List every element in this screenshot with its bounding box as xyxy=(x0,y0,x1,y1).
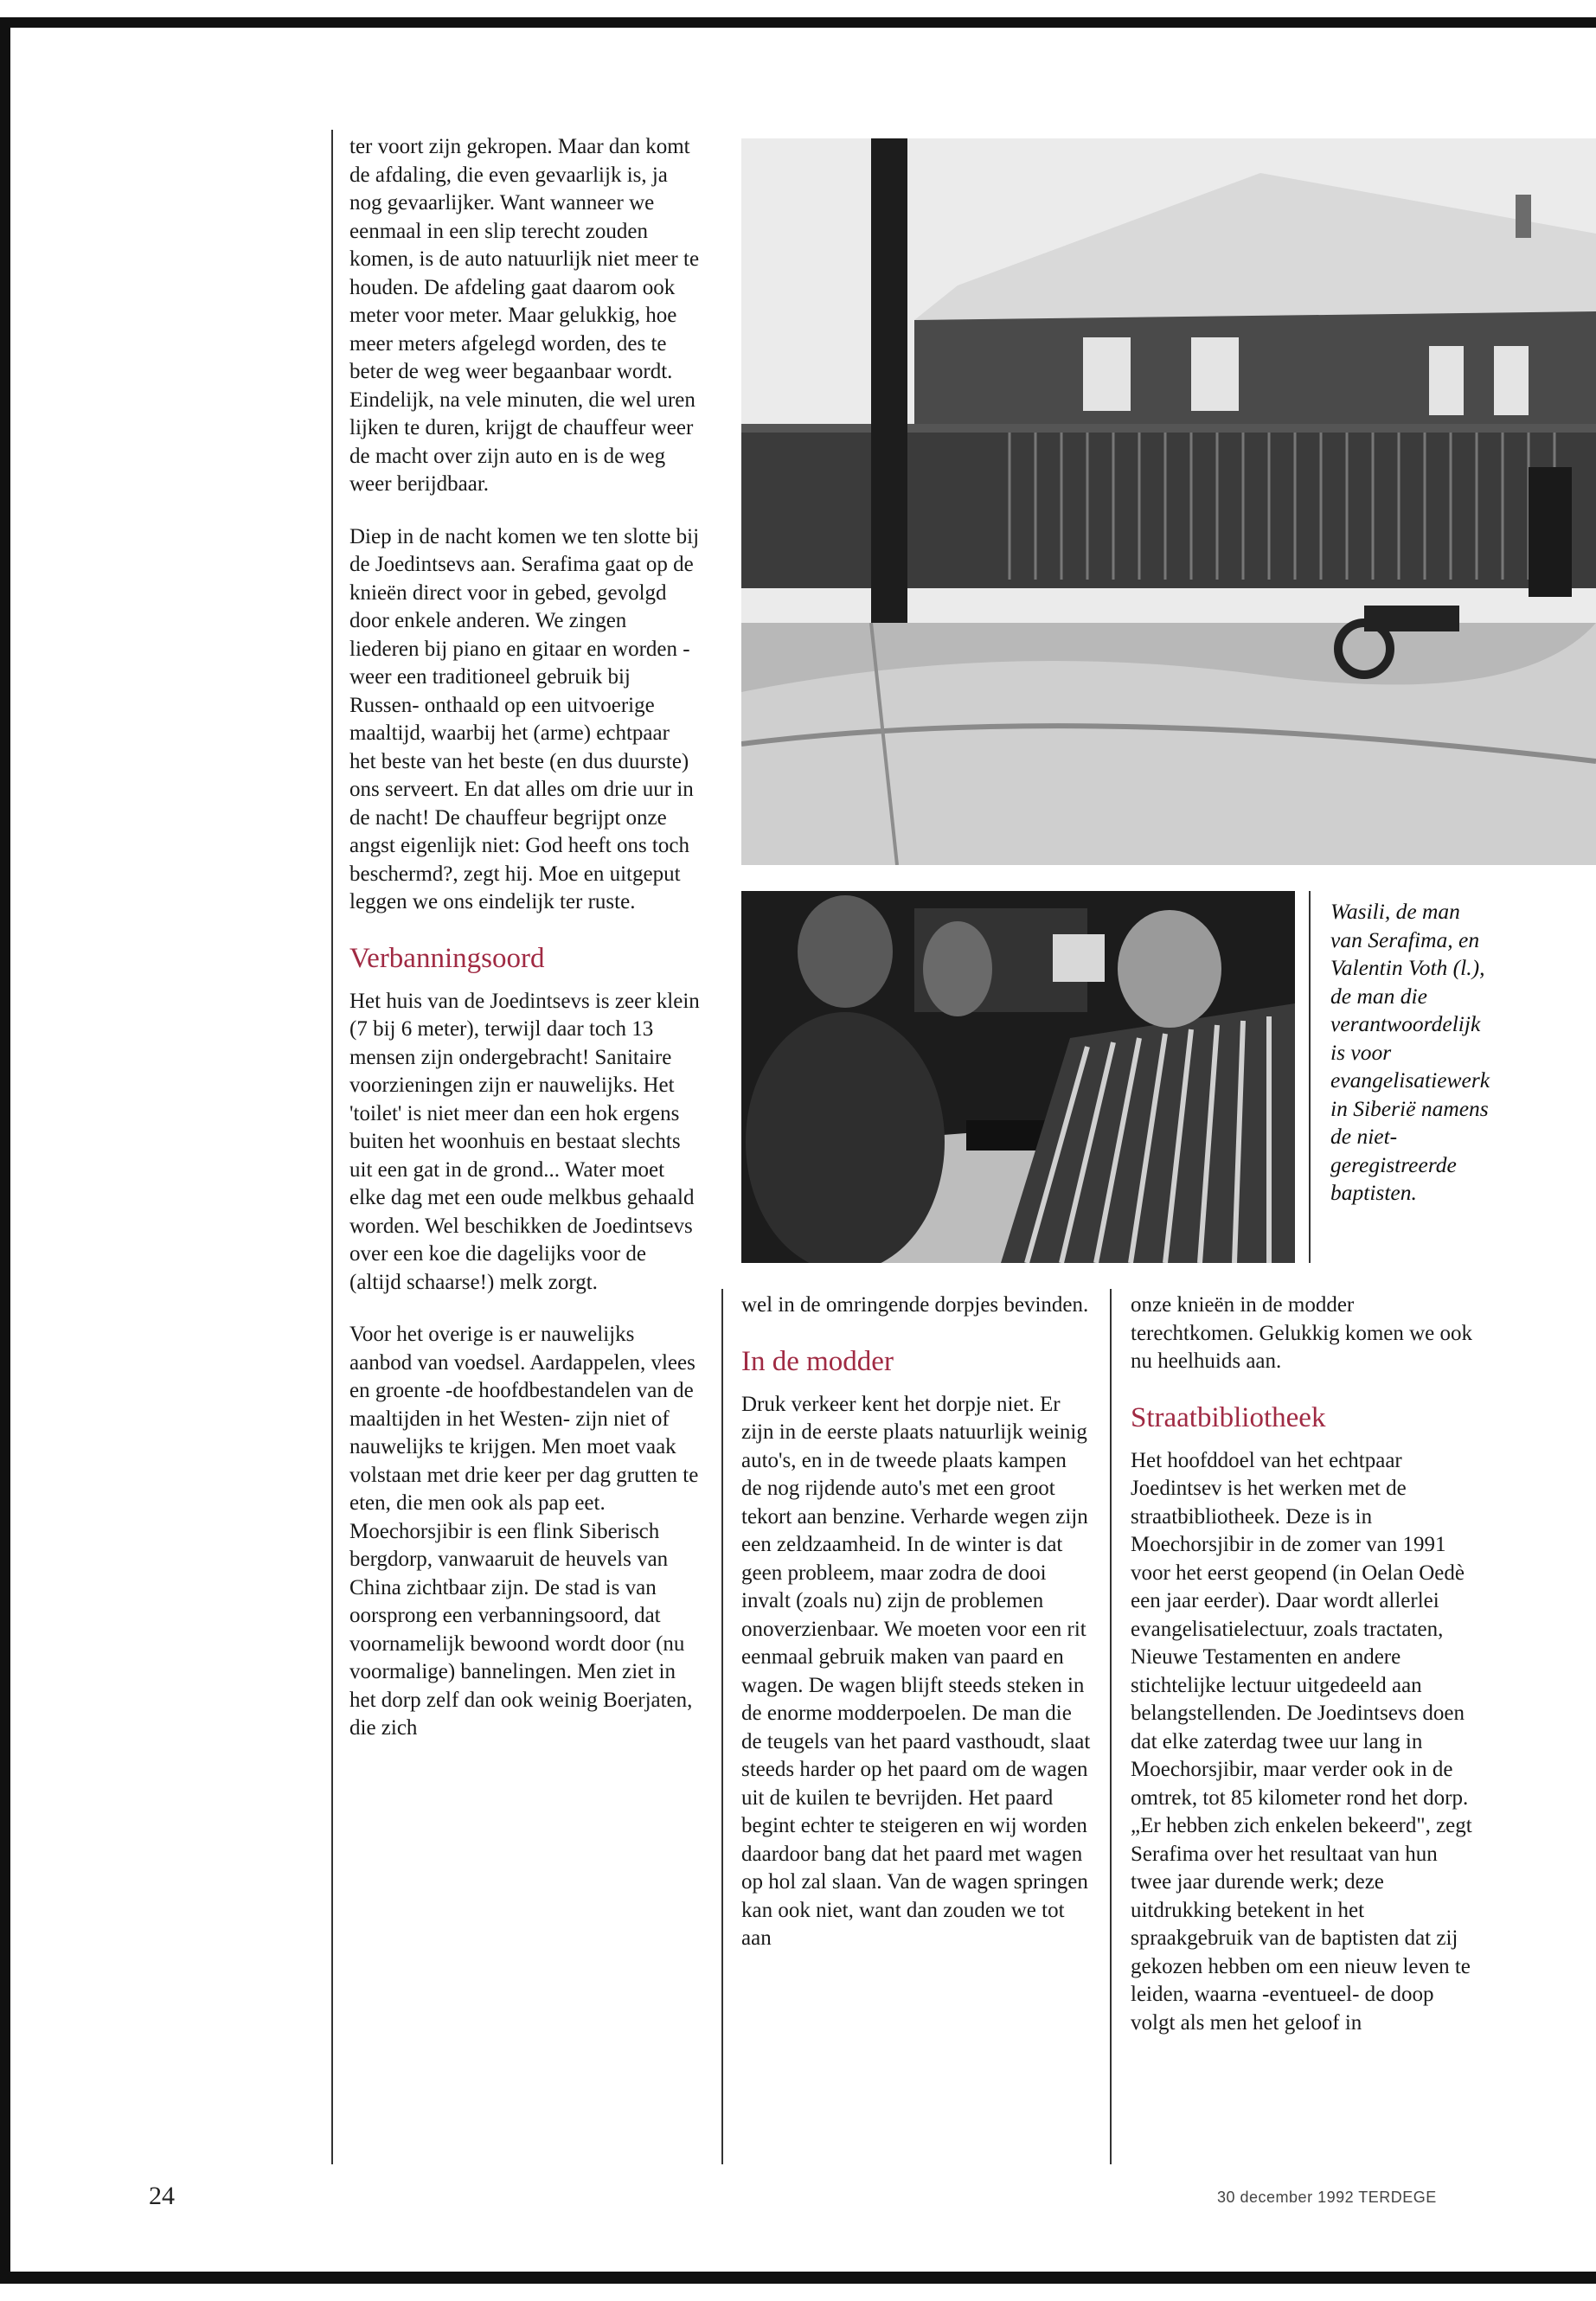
paragraph: Voor het overige is er nauwelijks aanbod van voedsel. Aardappelen, vlees en groente -de hoofdbestandelen van de maaltijden in het Westen- zijn niet of nauwelijks te krijgen. Men moet vaak volstaan met drie keer per dag grutten te eten, die men ook als pap eet. Moechorsjibir is een flink Siberisch bergdorp, vanwaaruit de heuvels van China zichtbaar zijn. De stad is van oorsprong een verbanningsoord, dat voornamelijk bewoond wordt door (nu voormalige) bannelingen. Men ziet in het dorp zelf dan ook weinig Boerjaten, die zich xyxy=(349,1323,699,1740)
caption-rule xyxy=(1309,891,1311,1263)
photo-caption: Wasili, de man van Serafima, en Valentin Voth (l.), de man die verantwoordelijk is voor evangelisatiewerk in Siberië namens de niet-geregistreerde baptisten. xyxy=(1330,899,1490,1205)
text-column-1 xyxy=(349,133,700,1743)
house-photo xyxy=(741,138,1596,865)
column-rule xyxy=(331,130,333,2164)
page-border-top xyxy=(0,17,1596,28)
paragraph: wel in de omringende dorpjes bevinden. xyxy=(741,1293,1089,1317)
column-rule xyxy=(721,1289,723,2164)
section-heading: Verbanningsoord xyxy=(349,942,545,974)
paragraph: Druk verkeer kent het dorpje niet. Er zijn in de eerste plaats natuurlijk weinig auto's, en in de tweede plaats kampen de nog rijdende auto's met een groot tekort aan benzine. Verharde wegen zijn een zeldzaamheid. In de winter is dat geen probleem, maar zodra de dooi invalt (zoals nu) zijn de problemen onoverzienbaar. We moeten voor een rit eenmaal gebruik maken van paard en wagen. De wagen blijft steeds steken in de enorme modderpoelen. De man die de teugels van het paard vasthoudt, slaat steeds harder op het paard om de wagen uit de kuilen te bevrijden. Het paard begint echter te steigeren en wij worden daardoor bang dat het paard met wagen op hol zal slaan. Van de wagen springen kan ook niet, want dan zouden we tot aan xyxy=(741,1392,1091,1950)
page-border-bottom xyxy=(0,2272,1596,2284)
paragraph: Het hoofddoel van het echtpaar Joedintsev is het werken met de straatbibliotheek. Deze is in Moechorsjibir in de zomer van 1991 voor het eerst geopend (in Oelan Oedè een jaar eerder). Daar wordt allerlei evangelisatielectuur, zoals tractaten, Nieuwe Testamenten en andere stichtelijke lectuur uitgedeeld aan belangstellenden. De Joedintsevs doen dat elke zaterdag twee uur lang in Moechorsjibir, maar verder ook in de omtrek, tot 85 kilometer rond het dorp. „Er hebben zich enkelen bekeerd", zegt Serafima over het resultaat van hun twee jaar durende werk; deze uitdrukking betekent in het spraakgebruik van de baptisten dat zij gekozen hebben om een nieuw leven te leiden, waarna -eventueel- de doop volgt als men het geloof in xyxy=(1131,1448,1472,2035)
section-heading: Straatbibliotheek xyxy=(1131,1401,1326,1433)
text-column-3 xyxy=(1131,1292,1481,2037)
issue-date: 30 december 1992 TERDEGE xyxy=(1217,2189,1437,2206)
paragraph: Diep in de nacht komen we ten slotte bij de Joedintsevs aan. Serafima gaat op de knieën direct voor in gebed, gevolgd door enkele anderen. We zingen liederen bij piano en gitaar en worden -weer een traditioneel gebruik bij Russen- onthaald op een uitvoerige maaltijd, waarbij het (arme) echtpaar het beste van het beste (en dus duurste) ons serveert. En dat alles om drie uur in de nacht! De chauffeur begrijpt onze angst eigenlijk niet: God heeft ons toch beschermd?, zegt hij. Moe en uitgeput leggen we ons eindelijk ter ruste. xyxy=(349,524,700,913)
men-at-table-photo xyxy=(741,891,1295,1263)
paragraph: ter voort zijn gekropen. Maar dan komt de afdaling, die even gevaarlijk is, ja nog gevaarlijker. Want wanneer we eenmaal in een slip terecht zouden komen, is de auto natuurlijk niet meer te houden. De afdeling gaat daarom ook meter voor meter. Maar gelukkig, hoe meer meters afgelegd worden, des te beter de weg weer begaanbaar wordt. Eindelijk, na vele minuten, die wel uren lijken te duren, krijgt de chauffeur weer de macht over zijn auto en is de weg weer berijdbaar. xyxy=(349,135,700,496)
text-column-2 xyxy=(741,1292,1092,1953)
page-border-left xyxy=(0,17,10,2284)
column-rule xyxy=(1110,1289,1112,2164)
page-number: 24 xyxy=(149,2182,175,2210)
paragraph: onze knieën in de modder terechtkomen. Gelukkig komen we ook nu heelhuids aan. xyxy=(1131,1293,1473,1373)
section-heading: In de modder xyxy=(741,1345,894,1377)
paragraph: Het huis van de Joedintsevs is zeer klein (7 bij 6 meter), terwijl daar toch 13 mensen zijn ondergebracht! Sanitaire voorzieningen zijn er nauwelijks. Het 'toilet' is niet meer dan een hok ergens buiten het woonhuis en bestaat slechts uit een gat in de grond... Water moet elke dag met een oude melkbus gehaald worden. Wel beschikken de Joedintsevs over een koe die dagelijks voor de (altijd schaarse!) melk zorgt. xyxy=(349,989,700,1294)
